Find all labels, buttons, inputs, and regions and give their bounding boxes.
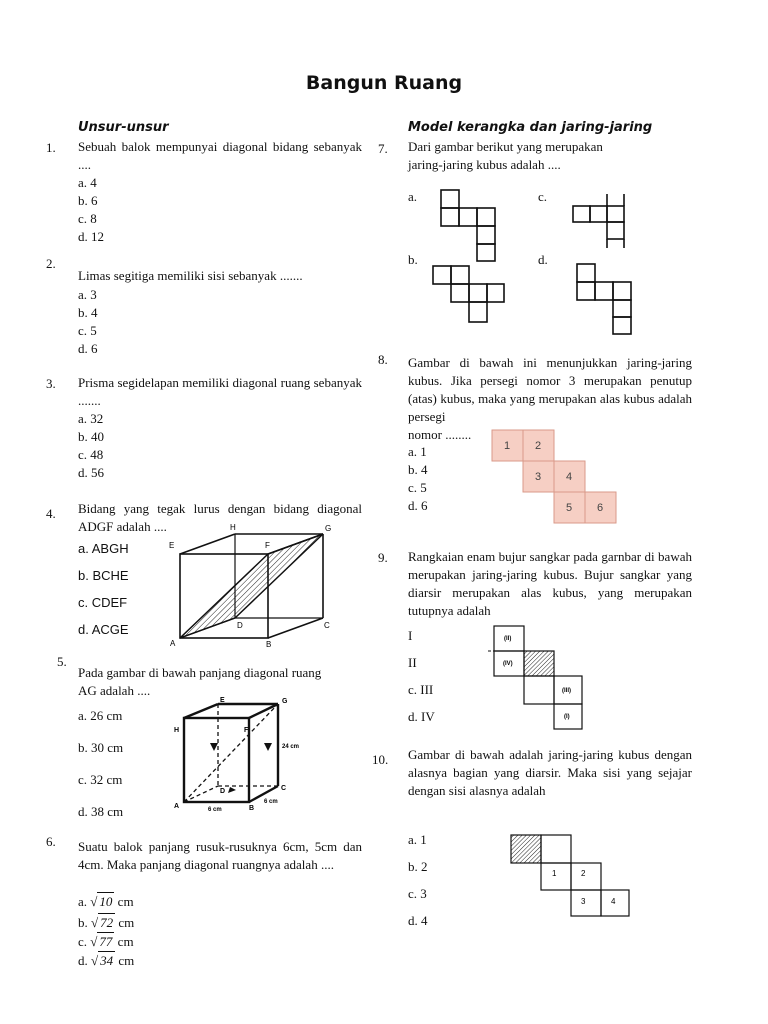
q4-label-F: F — [265, 541, 270, 550]
q1-option-b[interactable]: b. 6 — [78, 193, 98, 208]
q8-option-b[interactable]: b. 4 — [408, 462, 428, 477]
q4-label-G: G — [325, 524, 332, 533]
q7-net-b — [430, 263, 506, 327]
q6-option-d[interactable]: d. √ 34 cm — [78, 953, 135, 968]
q4-label-E: E — [169, 541, 175, 550]
q5-cube-figure — [172, 692, 312, 812]
q1-text: Sebuah balok mempunyai diagonal bidang sebanyak .... — [78, 139, 362, 172]
q3-option-a[interactable]: a. 32 — [78, 411, 104, 426]
q5-label-6cm-bottom: 6 cm — [208, 807, 222, 812]
q7-option-a[interactable]: a. — [408, 189, 418, 204]
q1-options — [78, 174, 104, 246]
q6-root-d: 34 — [100, 953, 114, 968]
q8-text: Gambar di bawah ini menunjukkan jaring-jaring kubus. Jika persegi nomor 3 merupakan penutup (atas) kubus, maka yang merupakan alas kubus adalah persegi — [408, 355, 692, 424]
q9-label-I: (I) — [564, 714, 570, 720]
q9-option-a[interactable]: I — [408, 628, 413, 643]
q2-option-b[interactable]: b. 4 — [78, 305, 98, 320]
q1-option-c[interactable]: c. 8 — [78, 211, 97, 226]
q5-label-G: G — [282, 698, 288, 705]
q4-label-A: A — [170, 639, 176, 648]
q2-option-a[interactable]: a. 3 — [78, 287, 97, 302]
q9-option-b[interactable]: II — [408, 655, 417, 670]
q9-option-c[interactable]: c. III — [408, 682, 434, 697]
q4-option-b[interactable]: b. BCHE — [78, 568, 129, 583]
q7-number: 7. — [378, 141, 388, 156]
q8-option-d[interactable]: d. 6 — [408, 498, 428, 513]
q5-option-d[interactable]: d. 38 cm — [78, 804, 124, 819]
q6-root-a: 10 — [99, 894, 113, 909]
q5-number: 5. — [57, 654, 67, 669]
q1-option-d[interactable]: d. 12 — [78, 229, 104, 244]
q6-root-b: 72 — [100, 915, 114, 930]
q6-text: Suatu balok panjang rusuk-rusuknya 6cm, 5cm dan 4cm. Maka panjang diagonal ruangnya adalah .... — [78, 839, 362, 872]
q4-text: Bidang yang tegak lurus dengan bidang diagonal ADGF adalah .... — [78, 501, 362, 534]
q10-option-c[interactable]: c. 3 — [408, 886, 427, 901]
q7-option-d[interactable]: d. — [538, 252, 548, 267]
q8-option-a[interactable]: a. 1 — [408, 444, 427, 459]
q4-option-a[interactable]: a. ABGH — [78, 541, 129, 556]
q6-option-b[interactable]: b. √ 72 cm — [78, 915, 135, 930]
q10-options — [408, 826, 428, 934]
q9-net-figure — [488, 622, 588, 732]
q5-option-a[interactable]: a. 26 cm — [78, 708, 123, 723]
q5-label-D: D — [220, 788, 226, 795]
q4-options — [78, 535, 129, 643]
q10-square-3: 3 — [581, 897, 586, 906]
q5-options — [78, 700, 123, 828]
q3-number: 3. — [46, 376, 56, 391]
q9-label-IV: (IV) — [503, 661, 513, 667]
q2-number: 2. — [46, 256, 56, 271]
q6-options — [78, 892, 134, 970]
q8-square-6: 6 — [597, 502, 604, 514]
q8-options — [408, 443, 428, 515]
q1-number: 1. — [46, 140, 56, 155]
q7-net-c — [570, 192, 630, 250]
q5-text: Pada gambar di bawah panjang diagonal ruang AG adalah .... — [78, 665, 322, 698]
q10-net-figure — [508, 832, 632, 918]
q7-text-line1: Dari gambar berikut yang merupakan — [408, 139, 603, 154]
q9-text: Rangkaian enam bujur sangkar pada garnbar di bawah merupakan jaring-jaring kubus. Bujur sangkar yang diarsir merupakan alas kubus, yang merupakan tutupnya adalah — [408, 549, 692, 618]
q6-option-a[interactable]: a. √ 10 cm — [78, 894, 134, 909]
q10-square-4: 4 — [611, 897, 616, 906]
q7-text-line2: jaring-jaring kubus adalah .... — [408, 157, 561, 172]
q4-number: 4. — [46, 506, 56, 521]
q2-option-d[interactable]: d. 6 — [78, 341, 98, 356]
q5-option-b[interactable]: b. 30 cm — [78, 740, 124, 755]
page-title: Bangun Ruang — [305, 72, 463, 94]
q4-label-C: C — [324, 621, 330, 630]
q6-root-c: 77 — [99, 934, 113, 949]
q5-label-E: E — [220, 697, 225, 704]
q9-label-III: (III) — [562, 688, 571, 694]
q2-options — [78, 286, 98, 358]
q2-text: Limas segitiga memiliki sisi sebanyak ....... — [78, 268, 303, 283]
q10-option-d[interactable]: d. 4 — [408, 913, 428, 928]
q5-option-c[interactable]: c. 32 cm — [78, 772, 123, 787]
section-heading-right: Model kerangka dan jaring-jaring — [408, 120, 653, 135]
q5-label-B: B — [249, 805, 255, 812]
q10-number: 10. — [372, 752, 389, 767]
q10-option-a[interactable]: a. 1 — [408, 832, 427, 847]
q8-number: 8. — [378, 352, 388, 367]
q8-option-c[interactable]: c. 5 — [408, 480, 427, 495]
q7-option-b[interactable]: b. — [408, 252, 418, 267]
q4-diagonal-plane — [180, 534, 323, 638]
q5-label-F: F — [244, 727, 249, 734]
q7-net-a — [438, 188, 498, 263]
q4-label-B: B — [266, 640, 272, 649]
q4-cuboid-figure — [165, 520, 335, 650]
q1-option-a[interactable]: a. 4 — [78, 175, 97, 190]
q9-number: 9. — [378, 550, 388, 565]
q10-square-1: 1 — [552, 869, 557, 878]
q5-label-6cm-right: 6 cm — [264, 799, 278, 805]
q4-label-H: H — [230, 523, 236, 532]
q8-square-5: 5 — [566, 502, 573, 514]
q5-label-A: A — [174, 803, 180, 810]
q10-square-2: 2 — [581, 869, 586, 878]
q3-option-d[interactable]: d. 56 — [78, 465, 104, 480]
q2-option-c[interactable]: c. 5 — [78, 323, 97, 338]
q5-label-24cm: 24 cm — [282, 744, 300, 750]
q3-option-c[interactable]: c. 48 — [78, 447, 104, 462]
q4-label-D: D — [237, 621, 243, 630]
q5-label-H: H — [174, 727, 180, 734]
q7-option-c[interactable]: c. — [538, 189, 548, 204]
q3-options — [78, 410, 104, 482]
q10-text: Gambar di bawah adalah jaring-jaring kubus dengan alasnya bagian yang diarsir. Maka sisi yang sejajar dengan sisi alasnya adalah — [408, 747, 692, 798]
q6-option-c[interactable]: c. √ 77 cm — [78, 934, 134, 949]
section-heading-left: Unsur-unsur — [78, 120, 169, 135]
q3-text: Prisma segidelapan memiliki diagonal ruang sebanyak ....... — [78, 375, 362, 408]
q6-number: 6. — [46, 834, 56, 849]
q3-option-b[interactable]: b. 40 — [78, 429, 104, 444]
q10-option-b[interactable]: b. 2 — [408, 859, 428, 874]
q8-square-4: 4 — [566, 471, 573, 483]
q9-label-II: (II) — [504, 636, 512, 642]
q9-option-d[interactable]: d. IV — [408, 709, 435, 724]
q8-square-2: 2 — [535, 440, 542, 452]
q4-option-c[interactable]: c. CDEF — [78, 595, 128, 610]
q8-square-3: 3 — [535, 471, 542, 483]
q5-label-C: C — [281, 785, 287, 792]
q9-options — [408, 622, 435, 730]
q8-net-figure — [490, 428, 620, 526]
q4-option-d[interactable]: d. ACGE — [78, 622, 129, 637]
q8-text-tail: nomor ........ — [408, 427, 472, 442]
q7-net-d — [574, 262, 634, 336]
q8-square-1: 1 — [504, 440, 511, 452]
